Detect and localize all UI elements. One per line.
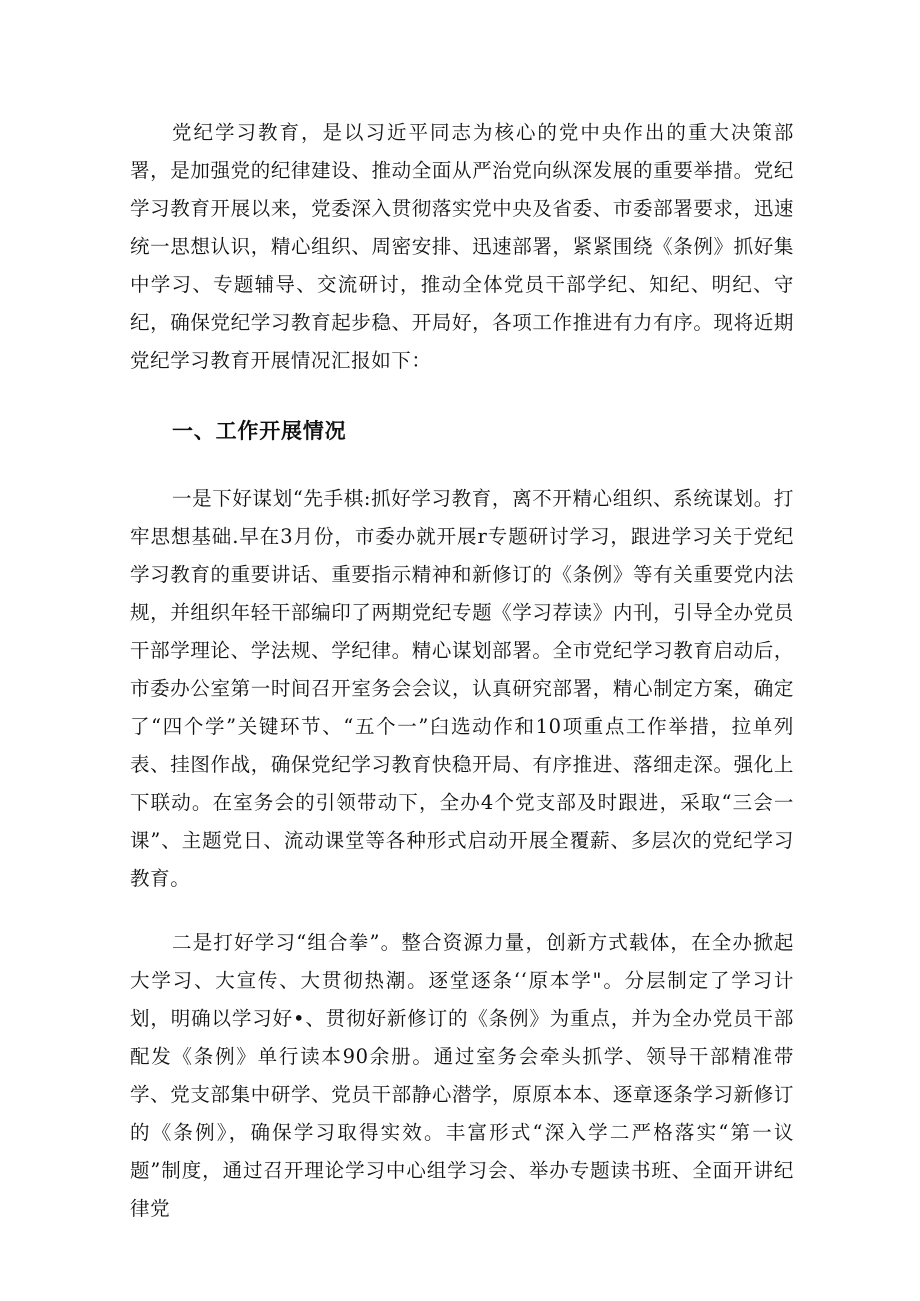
body-paragraph-two: 二是打好学习“组合拳”。整合资源力量，创新方式载体，在全办掀起大学习、大宣传、大贯彻热潮。逐堂逐条‘‘原本学"。分层制定了学习计划，明确以学习好•、贯彻好新修订的《条例》为重点，并为全办党员干部配发《条例》单行读本90余册。通过室务会牵头抓学、领导干部精准带学、党支部集中研学、党员干部静心潜学，原原本本、逐章逐条学习新修订的《条例》，确保学习取得实效。丰富形式“深入学二严格落实“第一议题”制度，通过召开理论学习中心组学习会、举办专题读书班、全面开讲纪律党 [130, 931, 794, 1220]
section-heading: 一、工作开展情况 [172, 419, 347, 443]
intro-paragraph: 党纪学习教育，是以习近平同志为核心的党中央作出的重大决策部署，是加强党的纪律建设、推动全面从严治党向纵深发展的重要举措。党纪学习教育开展以来，党委深入贯彻落实党中央及省委、市委部署要求，迅速统一思想认识，精心组织、周密安排、迅速部署，紧紧围绕《条例》抓好集中学习、专题辅导、交流研讨，推动全体党员干部学纪、知纪、明纪、守纪，确保党纪学习教育起步稳、开局好，各项工作推进有力有序。现将近期党纪学习教育开展情况汇报如下： [130, 121, 794, 372]
body-paragraph-one: 一是下好谋划“先手棋:抓好学习教育，离不开精心组织、系统谋划。打牢思想基础.早在3月份，市委办就开展r专题研讨学习，跟进学习关于党纪学习教育的重要讲话、重要指示精神和新修订的《条例》等有关重要党内法规，并组织年轻干部编印了两期党纪专题《学习荐读》内刊，引导全办党员干部学理论、学法规、学纪律。精心谋划部署。全市党纪学习教育启动后，市委办公室第一时间召开室务会会议，认真研究部署，精心制定方案，确定了“四个学”关键环节、“五个一”臼选动作和10项重点工作举措，拉单列表、挂图作战，确保党纪学习教育快稳开局、有序推进、落细走深。强化上下联动。在室务会的引领带动下，全办4个党支部及时跟进，采取“三会一课”、主题党日、流动课堂等各种形式启动开展全覆薪、多层次的党纪学习教育。 [130, 487, 794, 890]
